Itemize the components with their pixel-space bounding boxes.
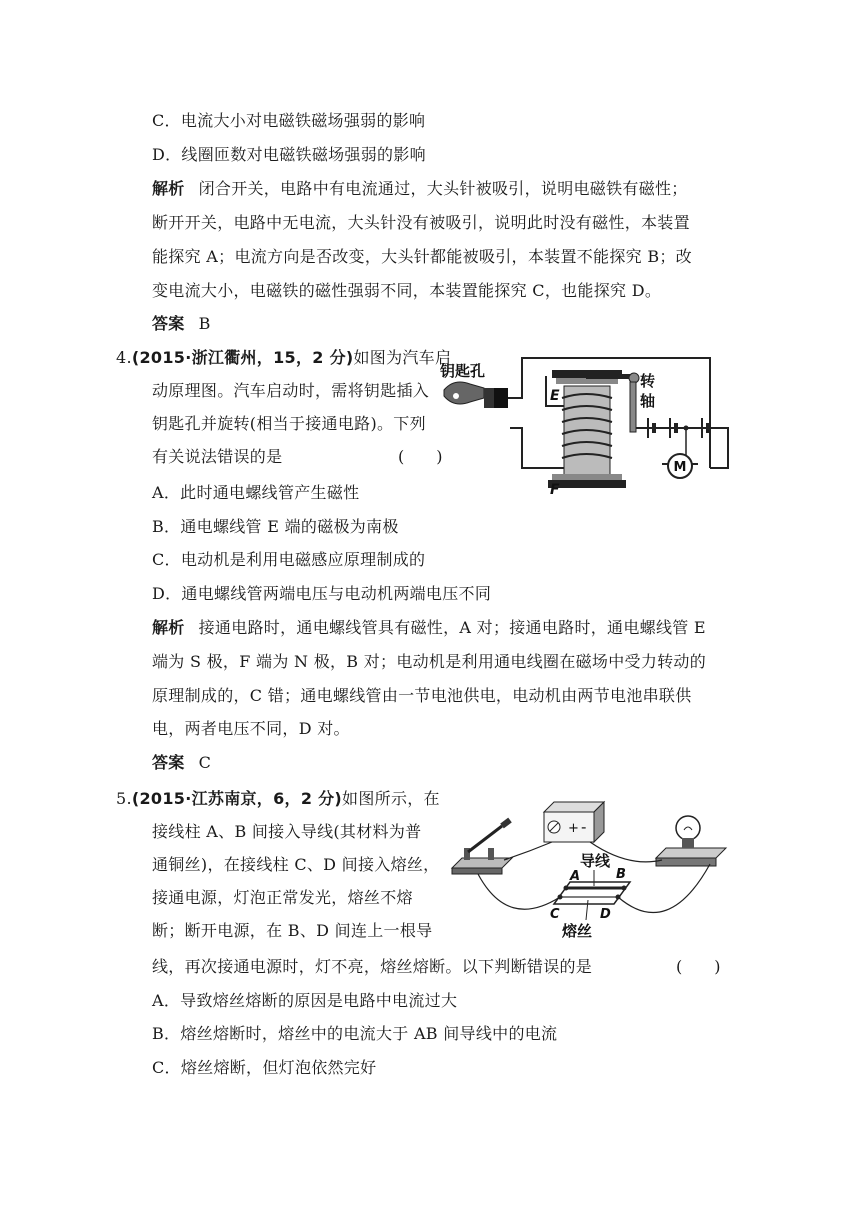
q5-source: (2015·江苏南京，6，2 分) xyxy=(131,789,343,808)
q3-analysis-line-3: 能探究 A；电流方向是否改变，大头针都能被吸引，本装置不能探究 B；改 xyxy=(152,247,692,266)
keyhole-label: 钥匙孔 xyxy=(440,362,486,380)
fuse-board xyxy=(554,882,630,904)
terminal-label-a: A xyxy=(570,869,581,884)
q5-stem-line-6: 线，再次接通电源时，灯不亮，熔丝熔断。以下判断错误的是 xyxy=(152,957,593,976)
q4-option-c: C．电动机是利用电磁感应原理制成的 xyxy=(152,550,426,569)
q4-answer-label: 答案 xyxy=(152,753,185,772)
q4-option-b: B．通电螺线管 E 端的磁极为南极 xyxy=(152,517,399,536)
q4-figure-ignition-circuit xyxy=(440,348,740,498)
solenoid xyxy=(548,370,626,488)
solenoid-label-e: E xyxy=(550,388,560,404)
q3-analysis-line-4: 变电流大小，电磁铁的磁性强弱不同，本装置能探究 C，也能探究 D。 xyxy=(152,281,662,300)
q3-answer-value: B xyxy=(198,314,211,333)
lamp-icon xyxy=(656,816,726,866)
q3-option-d: D．线圈匝数对电磁铁磁场强弱的影响 xyxy=(152,145,426,164)
terminal-label-b: B xyxy=(616,867,626,882)
q5-figure-fuse-circuit xyxy=(448,790,738,950)
q4-answer-value: C xyxy=(198,753,212,772)
q3-analysis-label: 解析 xyxy=(152,179,185,198)
meter-label-plus: + xyxy=(568,821,579,836)
q5-option-a: A．导致熔丝熔断的原因是电路中电流过大 xyxy=(152,991,458,1010)
terminal-label-c: C xyxy=(550,907,560,922)
q4-stem-line-3: 钥匙孔并旋转(相当于接通电路)。下列 xyxy=(152,414,426,433)
q4-stem-line-2: 动原理图。汽车启动时，需将钥匙插入 xyxy=(152,381,430,400)
q5-answer-blank: ( ) xyxy=(676,957,721,976)
terminal-label-d: D xyxy=(600,907,611,922)
pivot-label-top: 转 xyxy=(640,372,656,390)
q3-analysis-line-2: 断开开关，电路中无电流，大头针没有被吸引，说明此时没有磁性，本装置 xyxy=(152,213,690,232)
solenoid-label-f: F xyxy=(550,482,560,498)
q5-number: 5. xyxy=(116,789,132,808)
q4-option-d: D．通电螺线管两端电压与电动机两端电压不同 xyxy=(152,584,492,603)
q4-source: (2015·浙江衢州，15，2 分) xyxy=(131,348,354,367)
q4-stem-line-1: 4.(2015·浙江衢州，15，2 分)如图为汽车启 xyxy=(116,348,452,367)
q5-stem-line-3: 通铜丝)，在接线柱 C、D 间接入熔丝， xyxy=(152,855,440,874)
meter-label-minus: - xyxy=(581,818,587,836)
q3-answer-label: 答案 xyxy=(152,314,185,333)
q5-option-b: B．熔丝熔断时，熔丝中的电流大于 AB 间导线中的电流 xyxy=(152,1024,558,1043)
q4-analysis-line-4: 电，两者电压不同，D 对。 xyxy=(152,719,350,738)
wire-switch-to-fuse xyxy=(478,874,560,909)
q3-analysis-line-1: 解析 闭合开关，电路中有电流通过，大头针被吸引，说明电磁铁有磁性； xyxy=(152,179,688,198)
switch-icon xyxy=(452,820,512,874)
motor-label: M xyxy=(673,460,687,475)
q5-stem-line-1: 5.(2015·江苏南京，6，2 分)如图所示，在 xyxy=(116,789,440,808)
q4-analysis-line-1: 解析 接通电路时，通电螺线管具有磁性，A 对；接通电路时，通电螺线管 E xyxy=(152,618,706,637)
pivot-label-bottom: 轴 xyxy=(640,392,656,410)
q4-stem-line-4: 有关说法错误的是 xyxy=(152,447,283,466)
q4-answer xyxy=(152,752,211,774)
q4-analysis-line-2: 端为 S 极，F 端为 N 极，B 对；电动机是利用通电线圈在磁场中受力转动的 xyxy=(152,652,707,671)
q4-number: 4. xyxy=(116,348,132,367)
q5-stem-line-2: 接线柱 A、B 间接入导线(其材料为普 xyxy=(152,822,422,841)
wire-fuse-to-lamp xyxy=(618,864,710,913)
q4-option-a: A．此时通电螺线管产生磁性 xyxy=(152,483,360,502)
key-icon xyxy=(444,382,508,408)
q3-option-c: C．电流大小对电磁铁磁场强弱的影响 xyxy=(152,111,426,130)
q3-answer xyxy=(152,313,211,335)
q5-stem-line-4: 接通电源，灯泡正常发光，熔丝不熔 xyxy=(152,888,413,907)
q5-option-c: C．熔丝熔断，但灯泡依然完好 xyxy=(152,1058,377,1077)
wire-supply-to-switch xyxy=(504,842,552,860)
q4-answer-blank: ( ) xyxy=(398,447,443,466)
wire-label: 导线 xyxy=(580,852,611,870)
q4-analysis-line-3: 原理制成的，C 错；通电螺线管由一节电池供电，电动机由两节电池串联供 xyxy=(152,686,692,705)
q4-analysis-label: 解析 xyxy=(152,618,185,637)
fuse-label: 熔丝 xyxy=(562,922,593,940)
q5-stem-line-5: 断；断开电源，在 B、D 间连上一根导 xyxy=(152,921,433,940)
